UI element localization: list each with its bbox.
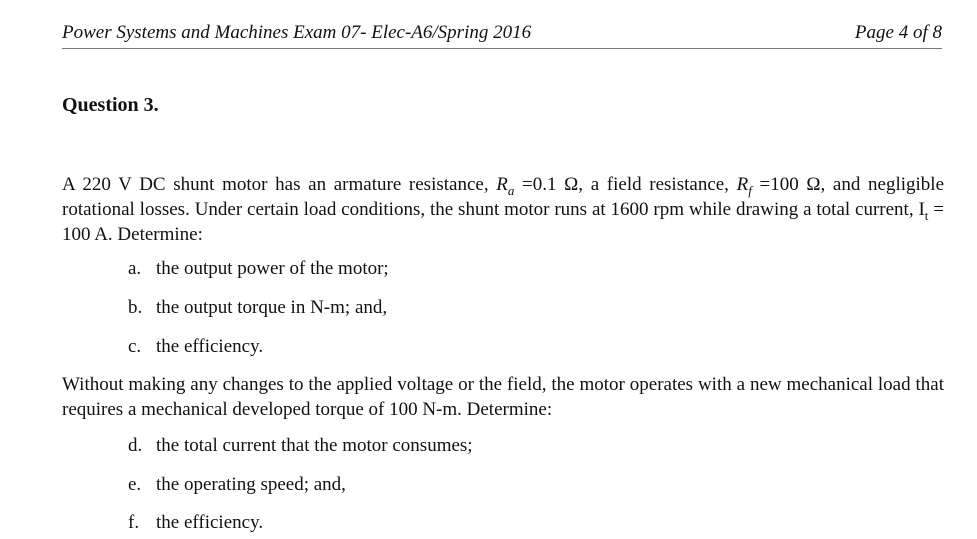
exam-title: Power Systems and Machines Exam 07- Elec-A6/Spring 2016 (62, 22, 532, 43)
question-title: Question 3. (62, 94, 159, 116)
list-item-f: f. the efficiency. (128, 512, 264, 533)
page-number: Page 4 of 8 (854, 22, 942, 43)
list-item-c: c. the efficiency. (128, 336, 264, 357)
question-intro: A 220 V DC shunt motor has an armature resistance, $R_a =0.1$ Ω, a field resistance, $R_f =100$ Ω, and negligible rotational losses. Under certain load conditions, the shunt motor runs at 1600 rpm while drawing a total current, $I_t = 100$ A. Determine: (62, 174, 945, 245)
list-item-e: e. the operating speed; and, (128, 474, 346, 495)
header-divider (62, 48, 942, 49)
question-transition: Without making any changes to the applied voltage or the field, the motor operates with a new mechanical load that requires a mechanical developed torque of 100 N-m. Determine: (62, 374, 944, 420)
list-item-a: a. the output power of the motor; (128, 258, 389, 279)
list-item-b: b. the output torque in N-m; and, (128, 297, 388, 318)
list-item-d: d. the total current that the motor consumes; (128, 435, 473, 456)
